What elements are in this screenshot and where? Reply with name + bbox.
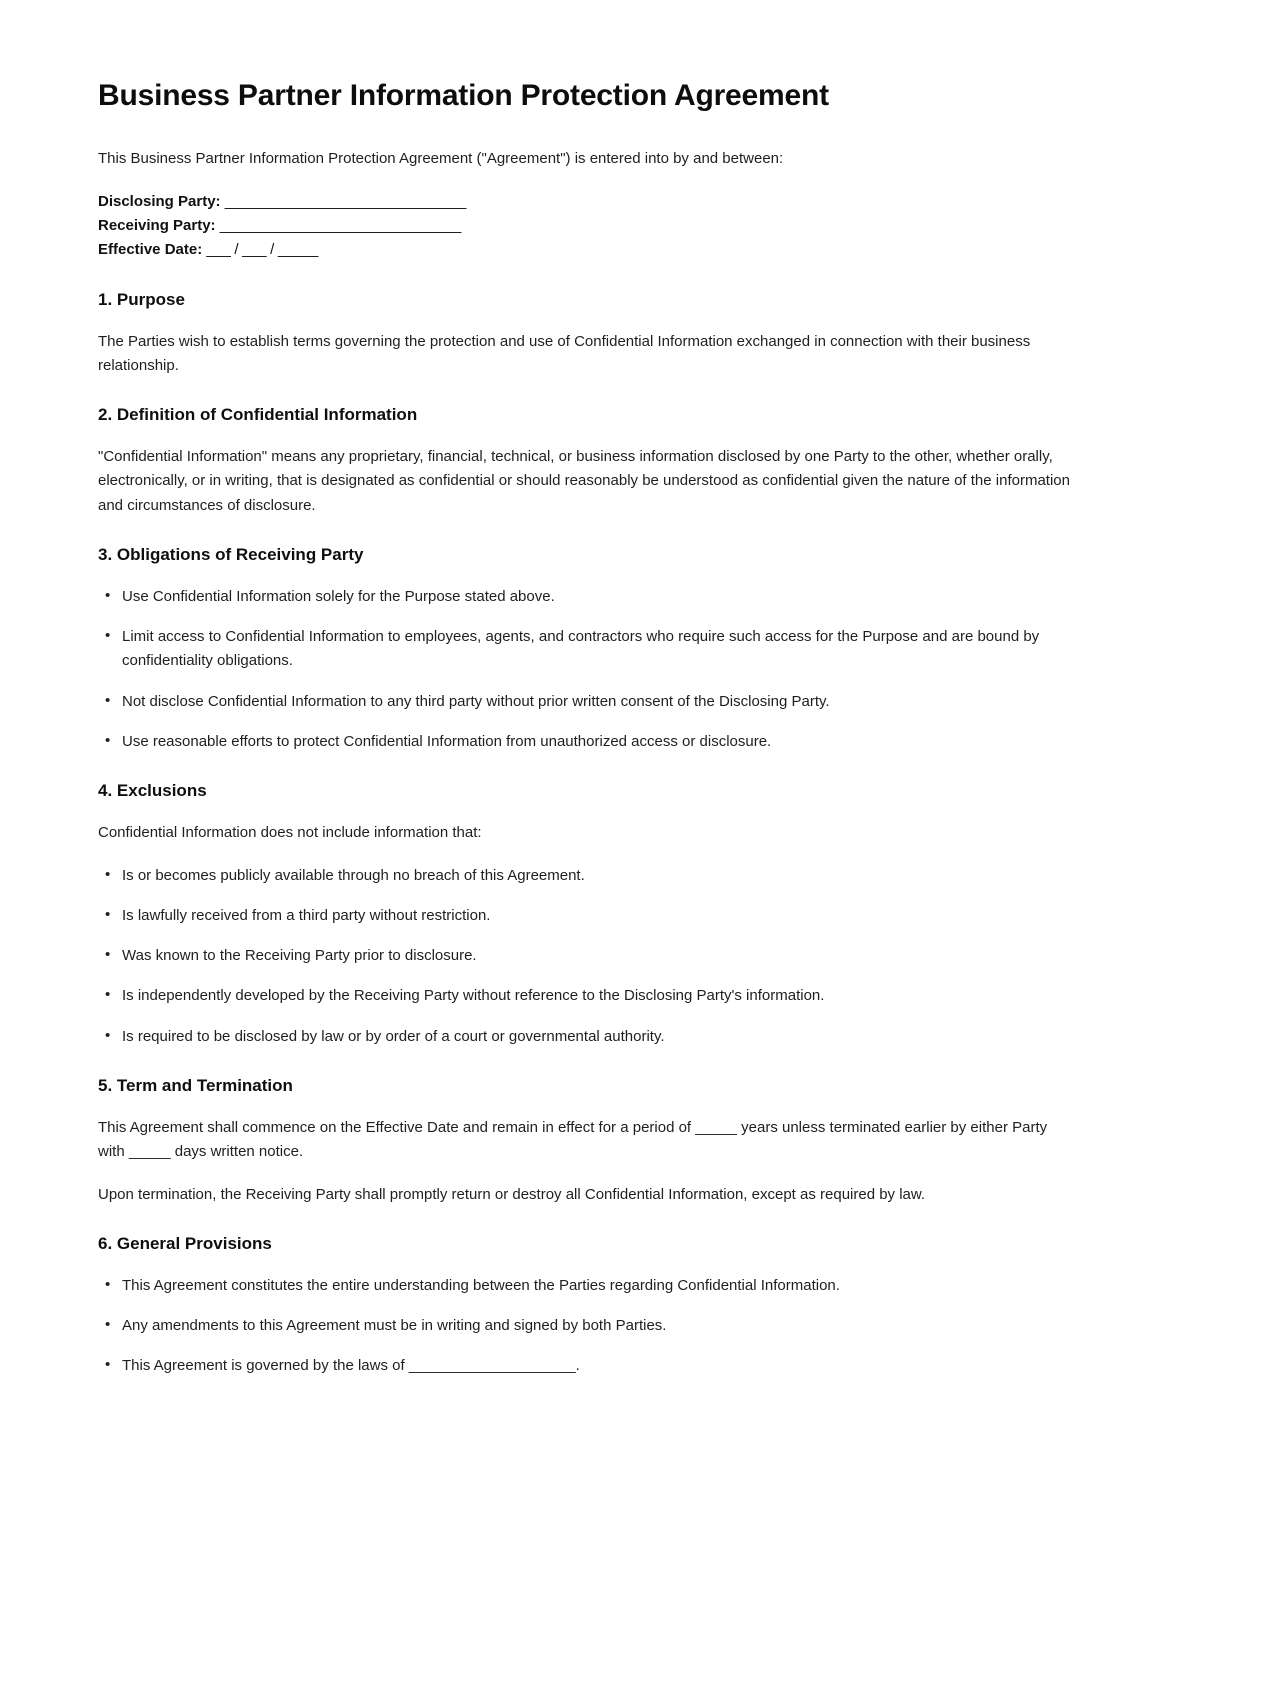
list-item: • Was known to the Receiving Party prior to disclosure. [98, 944, 1082, 968]
document-sections [98, 289, 1163, 1379]
document-section [98, 1233, 1163, 1379]
receiving-party-blank[interactable]: ______________________________ [219, 216, 461, 234]
list-item: • This Agreement is governed by the laws of ____________________. [98, 1354, 1082, 1378]
section-heading: 1. Purpose [98, 289, 185, 309]
disclosing-party-line [98, 190, 1163, 214]
effective-date-line [98, 238, 1163, 262]
intro-paragraph: This Business Partner Information Protection Agreement ("Agreement") is entered into by and between: [98, 150, 784, 168]
page-title: Business Partner Information Protection Agreement [98, 79, 829, 112]
section-bullet-list [98, 1274, 1163, 1379]
list-item: • This Agreement constitutes the entire understanding between the Parties regarding Confidential Information. [98, 1274, 1082, 1298]
section-heading: 3. Obligations of Receiving Party [98, 544, 364, 564]
section-heading: 6. General Provisions [98, 1233, 272, 1253]
party-fields [98, 190, 1163, 263]
section-bullet-list [98, 585, 1163, 754]
section-paragraph: "Confidential Information" means any proprietary, financial, technical, or business information disclosed by one Party to the other, whether orally, electronically, or in writing, that is designated as confidential or should reasonably be understood as confidential given the nature of the information and circumstances of disclosure. [98, 448, 1070, 514]
receiving-party-line [98, 214, 1163, 238]
list-item: • Is or becomes publicly available through no breach of this Agreement. [98, 864, 1082, 888]
document-section [98, 289, 1163, 379]
disclosing-party-label: Disclosing Party: [98, 192, 221, 210]
list-item: • Any amendments to this Agreement must be in writing and signed by both Parties. [98, 1314, 1082, 1338]
section-heading: 4. Exclusions [98, 781, 207, 801]
list-item: • Use Confidential Information solely for the Purpose stated above. [98, 585, 1082, 609]
section-paragraph: This Agreement shall commence on the Effective Date and remain in effect for a period of _____ years unless terminated earlier by either Party with _____ days written notice. [98, 1119, 1048, 1161]
document-section [98, 780, 1163, 1049]
list-item: • Is independently developed by the Receiving Party without reference to the Disclosing Party's information. [98, 984, 1082, 1008]
document-section [98, 1075, 1163, 1207]
document-section [98, 544, 1163, 754]
list-item: • Limit access to Confidential Information to employees, agents, and contractors who require such access for the Purpose and are bound by confidentiality obligations. [98, 625, 1082, 674]
list-item: • Not disclose Confidential Information to any third party without prior written consent of the Disclosing Party. [98, 690, 1082, 714]
list-item: • Is lawfully received from a third party without restriction. [98, 904, 1082, 928]
effective-date-blank[interactable]: ___ / ___ / _____ [206, 241, 319, 259]
list-item: • Use reasonable efforts to protect Confidential Information from unauthorized access or disclosure. [98, 730, 1082, 754]
section-heading: 5. Term and Termination [98, 1076, 293, 1096]
receiving-party-label: Receiving Party: [98, 216, 216, 234]
section-bullet-list [98, 864, 1163, 1049]
section-heading: 2. Definition of Confidential Information [98, 405, 418, 425]
section-paragraph: Upon termination, the Receiving Party shall promptly return or destroy all Confidential Information, except as required by law. [98, 1185, 926, 1203]
section-paragraph: Confidential Information does not include information that: [98, 824, 482, 842]
disclosing-party-blank[interactable]: ______________________________ [224, 192, 466, 210]
section-paragraph: The Parties wish to establish terms governing the protection and use of Confidential Information exchanged in connection with their business relationship. [98, 332, 1031, 374]
effective-date-label: Effective Date: [98, 241, 203, 259]
list-item: • Is required to be disclosed by law or by order of a court or governmental authority. [98, 1025, 1082, 1049]
document-section [98, 404, 1163, 518]
